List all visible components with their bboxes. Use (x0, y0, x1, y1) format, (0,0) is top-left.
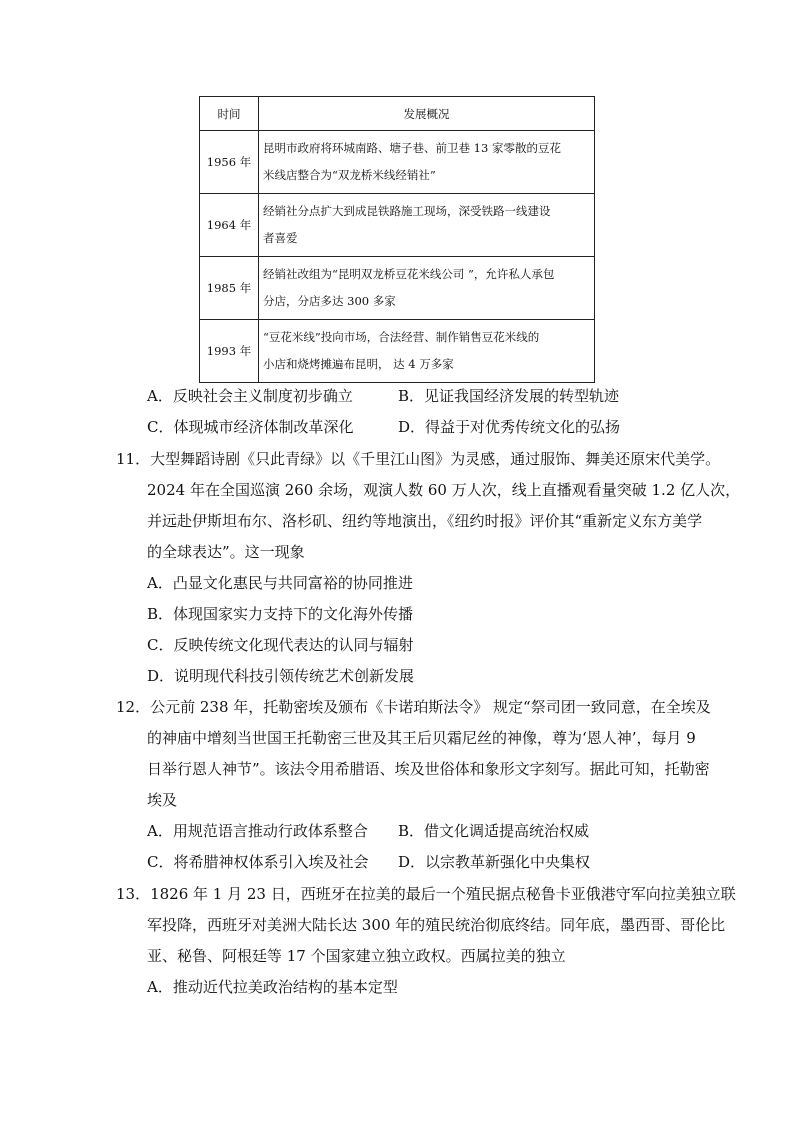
table-cell-line: 米线店整合为“双龙桥米线经销社” (263, 168, 436, 182)
table-cell-desc (259, 131, 595, 194)
q11-stem-line: 的全球表达”。这一现象 (147, 543, 305, 561)
q12-stem-line: 12．公元前 238 年，托勒密埃及颁布《卡诺珀斯法令》 规定“祭司团一致同意，在全埃及 (116, 698, 711, 716)
q11-option-d: D．说明现代科技引领传统艺术创新发展 (147, 667, 415, 685)
q13-option-a: A．推动近代拉美政治结构的基本定型 (147, 978, 398, 996)
q12-stem-line: 的神庙中增刻当世国王托勒密三世及其王后贝霜尼丝的神像，尊为‘恩人神’，每月 9 (147, 729, 696, 747)
q12-stem-line: 日举行恩人神节”。该法令用希腊语、埃及世俗体和象形文字刻写。据此可知，托勒密 (147, 760, 710, 778)
q13-stem-line: 13．1826 年 1 月 23 日，西班牙在拉美的最后一个殖民据点秘鲁卡亚俄港守军向拉美独立联 (116, 885, 736, 903)
table-cell-year: 1964 年 (200, 194, 259, 257)
q11-option-c: C．反映传统文化现代表达的认同与辐射 (147, 636, 414, 654)
q12-option-c: C．将希腊神权体系引入埃及社会 (147, 853, 369, 871)
table-row (200, 194, 595, 257)
table-cell-line: 昆明市政府将环城南路、塘子巷、前卫巷 13 家零散的豆花 (263, 141, 561, 155)
q10-option-d: D．得益于对优秀传统文化的弘扬 (398, 418, 621, 436)
table-row (200, 131, 595, 194)
table-header-row (200, 97, 595, 131)
table-row (200, 257, 595, 320)
development-table (199, 96, 595, 383)
q12-option-a: A．用规范语言推动行政体系整合 (147, 822, 368, 840)
table-cell-line: 经销社改组为“昆明双龙桥豆花米线公司 ”，允许私人承包 (263, 267, 555, 281)
q11-stem-line: 并远赴伊斯坦布尔、洛杉矶、纽约等地演出，《纽约时报》评价其“重新定义东方美学 (147, 512, 703, 530)
q10-option-b: B．见证我国经济发展的转型轨迹 (398, 387, 620, 405)
table-cell-desc (259, 194, 595, 257)
q12-option-b: B．借文化调适提高统治权威 (398, 822, 590, 840)
table-header-desc: 发展概况 (259, 97, 595, 131)
q11-option-b: B．体现国家实力支持下的文化海外传播 (147, 605, 414, 623)
q11-option-a: A．凸显文化惠民与共同富裕的协同推进 (147, 574, 413, 592)
table-cell-year: 1956 年 (200, 131, 259, 194)
table-cell-desc (259, 320, 595, 383)
table-cell-line: 经销社分点扩大到成昆铁路施工现场，深受铁路一线建设 (263, 204, 551, 218)
table-cell-line: “豆花米线”投向市场，合法经营、制作销售豆花米线的 (263, 330, 540, 344)
table-header-time: 时间 (200, 97, 259, 131)
table-cell-year: 1993 年 (200, 320, 259, 383)
q12-stem-line: 埃及 (147, 791, 178, 809)
q10-option-c: C．体现城市经济体制改革深化 (147, 418, 354, 436)
table-row (200, 320, 595, 383)
q13-stem-line: 亚、秘鲁、阿根廷等 17 个国家建立独立政权。西属拉美的独立 (147, 947, 566, 965)
table-cell-year: 1985 年 (200, 257, 259, 320)
table-cell-desc (259, 257, 595, 320)
q11-stem-line: 2024 年在全国巡演 260 余场，观演人数 60 万人次，线上直播观看量突破 1.2 亿人次， (147, 481, 741, 499)
table-cell-line: 小店和烧烤摊遍布昆明， 达 4 万多家 (263, 357, 454, 371)
q11-stem-line: 11．大型舞蹈诗剧《只此青绿》以《千里江山图》为灵感，通过服饰、舞美还原宋代美学。 (116, 450, 721, 468)
q12-option-d: D．以宗教革新强化中央集权 (398, 853, 591, 871)
table-cell-line: 者喜爱 (263, 231, 298, 245)
q13-stem-line: 军投降，西班牙对美洲大陆长达 300 年的殖民统治彻底终结。同年底，墨西哥、哥伦比 (147, 916, 726, 934)
q10-option-a: A．反映社会主义制度初步确立 (147, 387, 353, 405)
table-cell-line: 分店，分店多达 300 多家 (263, 294, 396, 308)
